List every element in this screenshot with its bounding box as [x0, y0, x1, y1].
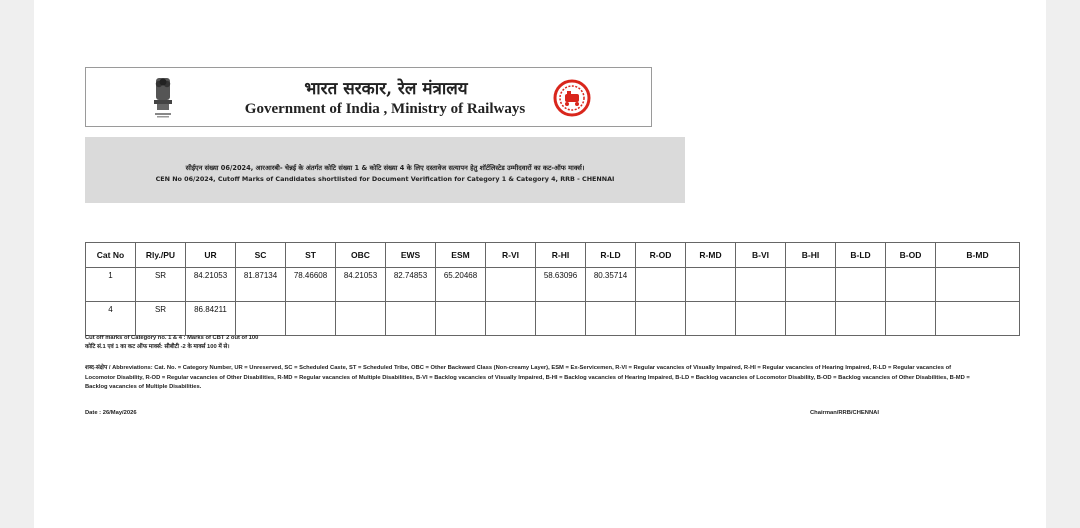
table-cell: 65.20468 [436, 268, 486, 302]
table-cell [636, 268, 686, 302]
column-header: R-HI [536, 243, 586, 268]
table-header-row [86, 243, 1020, 268]
table-cell [286, 302, 336, 336]
column-header: B-LD [836, 243, 886, 268]
table-cell [536, 302, 586, 336]
table-cell [736, 268, 786, 302]
table-row [86, 302, 1020, 336]
table-cell: 80.35714 [586, 268, 636, 302]
signatory: Chairman/RRB/CHENNAI [810, 410, 879, 416]
table-cell [386, 302, 436, 336]
table-cell: 78.46608 [286, 268, 336, 302]
column-header: ESM [436, 243, 486, 268]
indian-railways-logo-icon [553, 79, 591, 117]
table-cell [686, 268, 736, 302]
notice-banner [85, 137, 685, 203]
table-cell: 1 [86, 268, 136, 302]
column-header: R-VI [486, 243, 536, 268]
document-page [34, 0, 1046, 528]
column-header: R-LD [586, 243, 636, 268]
table-cell: 84.21053 [336, 268, 386, 302]
table-cell [936, 302, 1020, 336]
table-cell [436, 302, 486, 336]
table-cell [336, 302, 386, 336]
column-header: SC [236, 243, 286, 268]
cutoff-marks-table [85, 242, 1020, 336]
title-english: Government of India , Ministry of Railways [244, 101, 526, 117]
table-cell [836, 302, 886, 336]
cutoff-note-hindi: कोटि सं.1 एवं 1 का कट ऑफ मार्क्स: सीबीटी -2 के मार्क्स 100 में से। [85, 344, 230, 350]
column-header: ST [286, 243, 336, 268]
column-header: R-OD [636, 243, 686, 268]
notice-english: CEN No 06/2024, Cutoff Marks of Candidates shortlisted for Document Verification for Category 1 & Category 4, RRB - CHENNAI [155, 175, 615, 183]
table-cell: 84.21053 [186, 268, 236, 302]
document-date: Date : 26/May/2026 [85, 410, 137, 416]
table-cell: 86.84211 [186, 302, 236, 336]
title-hindi: भारत सरकार, रेल मंत्रालय [304, 79, 468, 99]
table-cell [736, 302, 786, 336]
column-header: Rly./PU [136, 243, 186, 268]
column-header: OBC [336, 243, 386, 268]
column-header: B-MD [936, 243, 1020, 268]
letterhead [85, 67, 652, 127]
state-emblem-icon [148, 74, 178, 120]
column-header: Cat No [86, 243, 136, 268]
table-cell [886, 302, 936, 336]
table-cell [636, 302, 686, 336]
table-cell [786, 302, 836, 336]
table-cell [486, 268, 536, 302]
notice-hindi: सीईएन संख्या 06/2024, आरआरबी- चेन्नई के अंतर्गत कोटि संख्या 1 & कोटि संख्या 4 के लिए दस्तावेज सत्यापन हेतु शॉर्टलिस्टेड उम्मीदवारों का कट-ऑफ मार्क्स। [185, 164, 585, 172]
table-cell [486, 302, 536, 336]
column-header: UR [186, 243, 236, 268]
cutoff-note-english: Cut off marks of Category no. 1 & 4 : Marks of CBT 2 out of 100 [85, 335, 259, 341]
table-cell [786, 268, 836, 302]
table-cell [686, 302, 736, 336]
column-header: R-MD [686, 243, 736, 268]
table-cell: SR [136, 302, 186, 336]
table-cell [236, 302, 286, 336]
column-header: B-HI [786, 243, 836, 268]
column-header: B-VI [736, 243, 786, 268]
table-cell [586, 302, 636, 336]
table-cell: SR [136, 268, 186, 302]
table-cell [836, 268, 886, 302]
table-cell [886, 268, 936, 302]
table-cell [936, 268, 1020, 302]
table-cell: 82.74853 [386, 268, 436, 302]
column-header: B-OD [886, 243, 936, 268]
table-cell: 58.63096 [536, 268, 586, 302]
abbreviations-text: शब्द-संक्षेप / Abbreviations: Cat. No. = Category Number, UR = Unreserved, SC = Scheduled Caste, ST = Scheduled Tribe, OBC = Other Backward Class (Non-creamy Layer), ESM = Ex-Servicemen, R-VI = Regular vacancies of Visually Impaired, R-HI = Regular vacancies of Hearing Impaired, R-LD = Regular vacancies of Locomotor Disability, R-OD = Regular vacancies of Other Disabilities, R-MD = Regular vacancies of Multiple Disabilities, B-VI = Backlog vacancies of Visually Impaired, B-HI = Backlog vacancies of Hearing Impaired, B-LD = Backlog vacancies of Locomotor Disability, B-OD = Backlog vacancies of Other Disabilities, B-MD = Backlog vacancies of Multiple Disabilities. [85, 365, 970, 390]
column-header: EWS [386, 243, 436, 268]
table-cell: 4 [86, 302, 136, 336]
table-cell: 81.87134 [236, 268, 286, 302]
table-row [86, 268, 1020, 302]
